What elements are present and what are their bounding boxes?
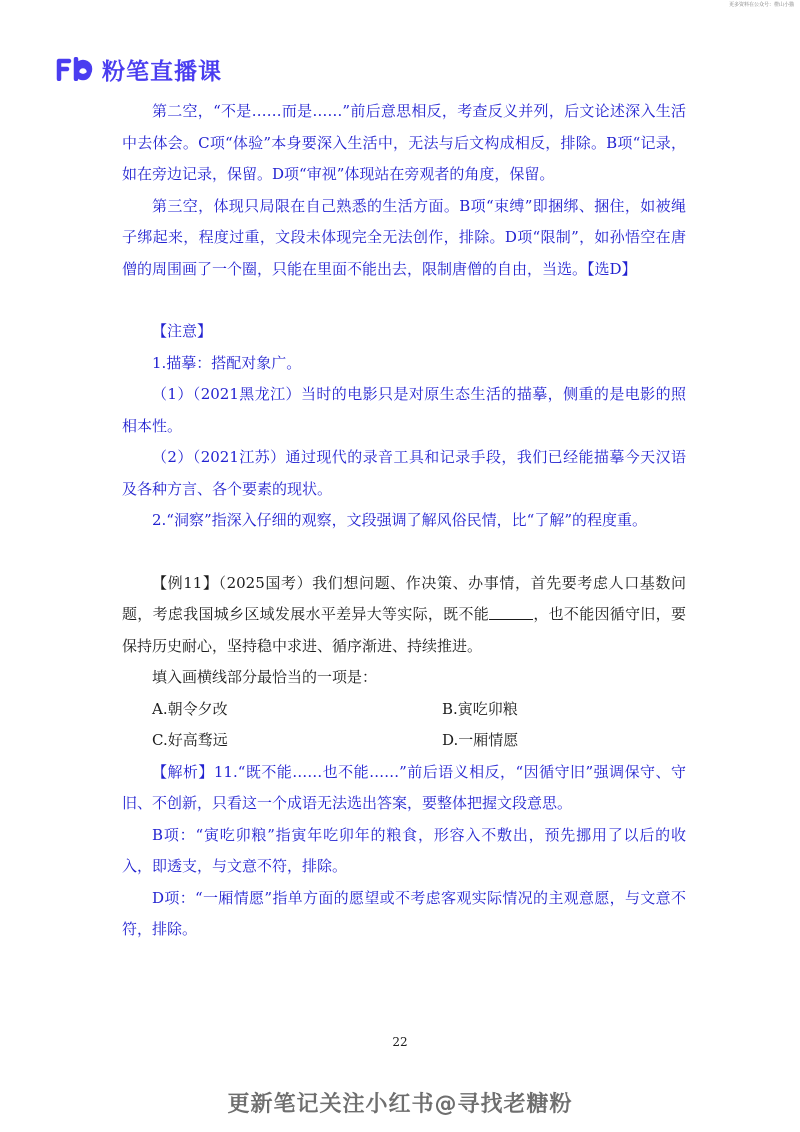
brand-logo [56,54,222,84]
option-d: D.一厢情愿 [442,731,519,749]
option-a: A.朝令夕改 [152,699,228,718]
note-item-1: 1.描摹：搭配对象广。 [152,353,302,372]
note-title: 【注意】 [152,322,213,340]
analysis-option-d: D项：“一厢情愿”指单方面的愿望或不考虑客观实际情况的主观意愿，与文意不符，排除。 [122,888,686,938]
document-body [122,96,686,946]
analysis-paragraph-3rd-blank: 第三空，体现只局限在自己熟悉的生活方面。B项“束缚”即捆绑、捆住，如被绳子绑起来，程度过重，文段未体现完全无法创作，排除。D项“限制”，如孙悟空在唐僧的周围画了一个圈，只能在里面不能出去，限制唐僧的自由，当选。【选D】 [122,196,686,278]
analysis-option-b: B项：“寅吃卯粮”指寅年吃卯年的粮食，形容入不敷出，预先挪用了以后的收入，即透支，与文意不符，排除。 [122,825,686,875]
fill-blank-line [489,604,533,620]
brand-title: 粉笔直播课 [102,58,222,85]
note-item-1a: （1）（2021黑龙江）当时的电影只是对原生态生活的描摹，侧重的是电影的照相本性。 [122,385,686,435]
footer-watermark-text: 更新笔记关注小红书@寻找老糖粉 [227,1092,573,1117]
page-number: 22 [392,1035,408,1049]
options-row-2 [122,725,686,757]
question-stem: 【例11】（2025国考）我们想问题、作决策、办事情，首先要考虑人口基数问题，考虑我国城乡区域发展水平差异大等实际，既不能 ，也不能因循守旧，要保持历史耐心，坚持稳中求进、循序渐进、持续推进。 [122,573,686,655]
option-c: C.好高骛远 [152,731,228,749]
option-b: B.寅吃卯粮 [442,699,518,718]
analysis-paragraph-2nd-blank: 第二空，“不是……而是……”前后意思相反，考查反义并列，后文论述深入生活中去体会。C项“体验”本身要深入生活中，无法与后文构成相反，排除。B项“记录，如在旁边记录，保留。D项“审视”体现站在旁观者的角度，保留。 [122,102,686,183]
top-note: 更多资料在公众号：橙山小猫 [728,2,794,8]
note-item-1b: （2）（2021江苏）通过现代的录音工具和记录手段，我们已经能描摹今天汉语及各种方言、各个要素的现状。 [122,448,686,498]
options-row-1 [122,694,686,726]
fenbi-fb-logo-icon [56,57,94,81]
analysis-intro: 【解析】11.“既不能……也不能……”前后语义相反，“因循守旧”强调保守、守旧、不创新，只看这一个成语无法选出答案，要整体把握文段意思。 [122,762,686,812]
note-item-2: 2.“洞察”指深入仔细的观察，文段强调了解风俗民情，比“了解”的程度重。 [152,511,647,529]
question-prompt: 填入画横线部分最恰当的一项是： [152,668,378,686]
